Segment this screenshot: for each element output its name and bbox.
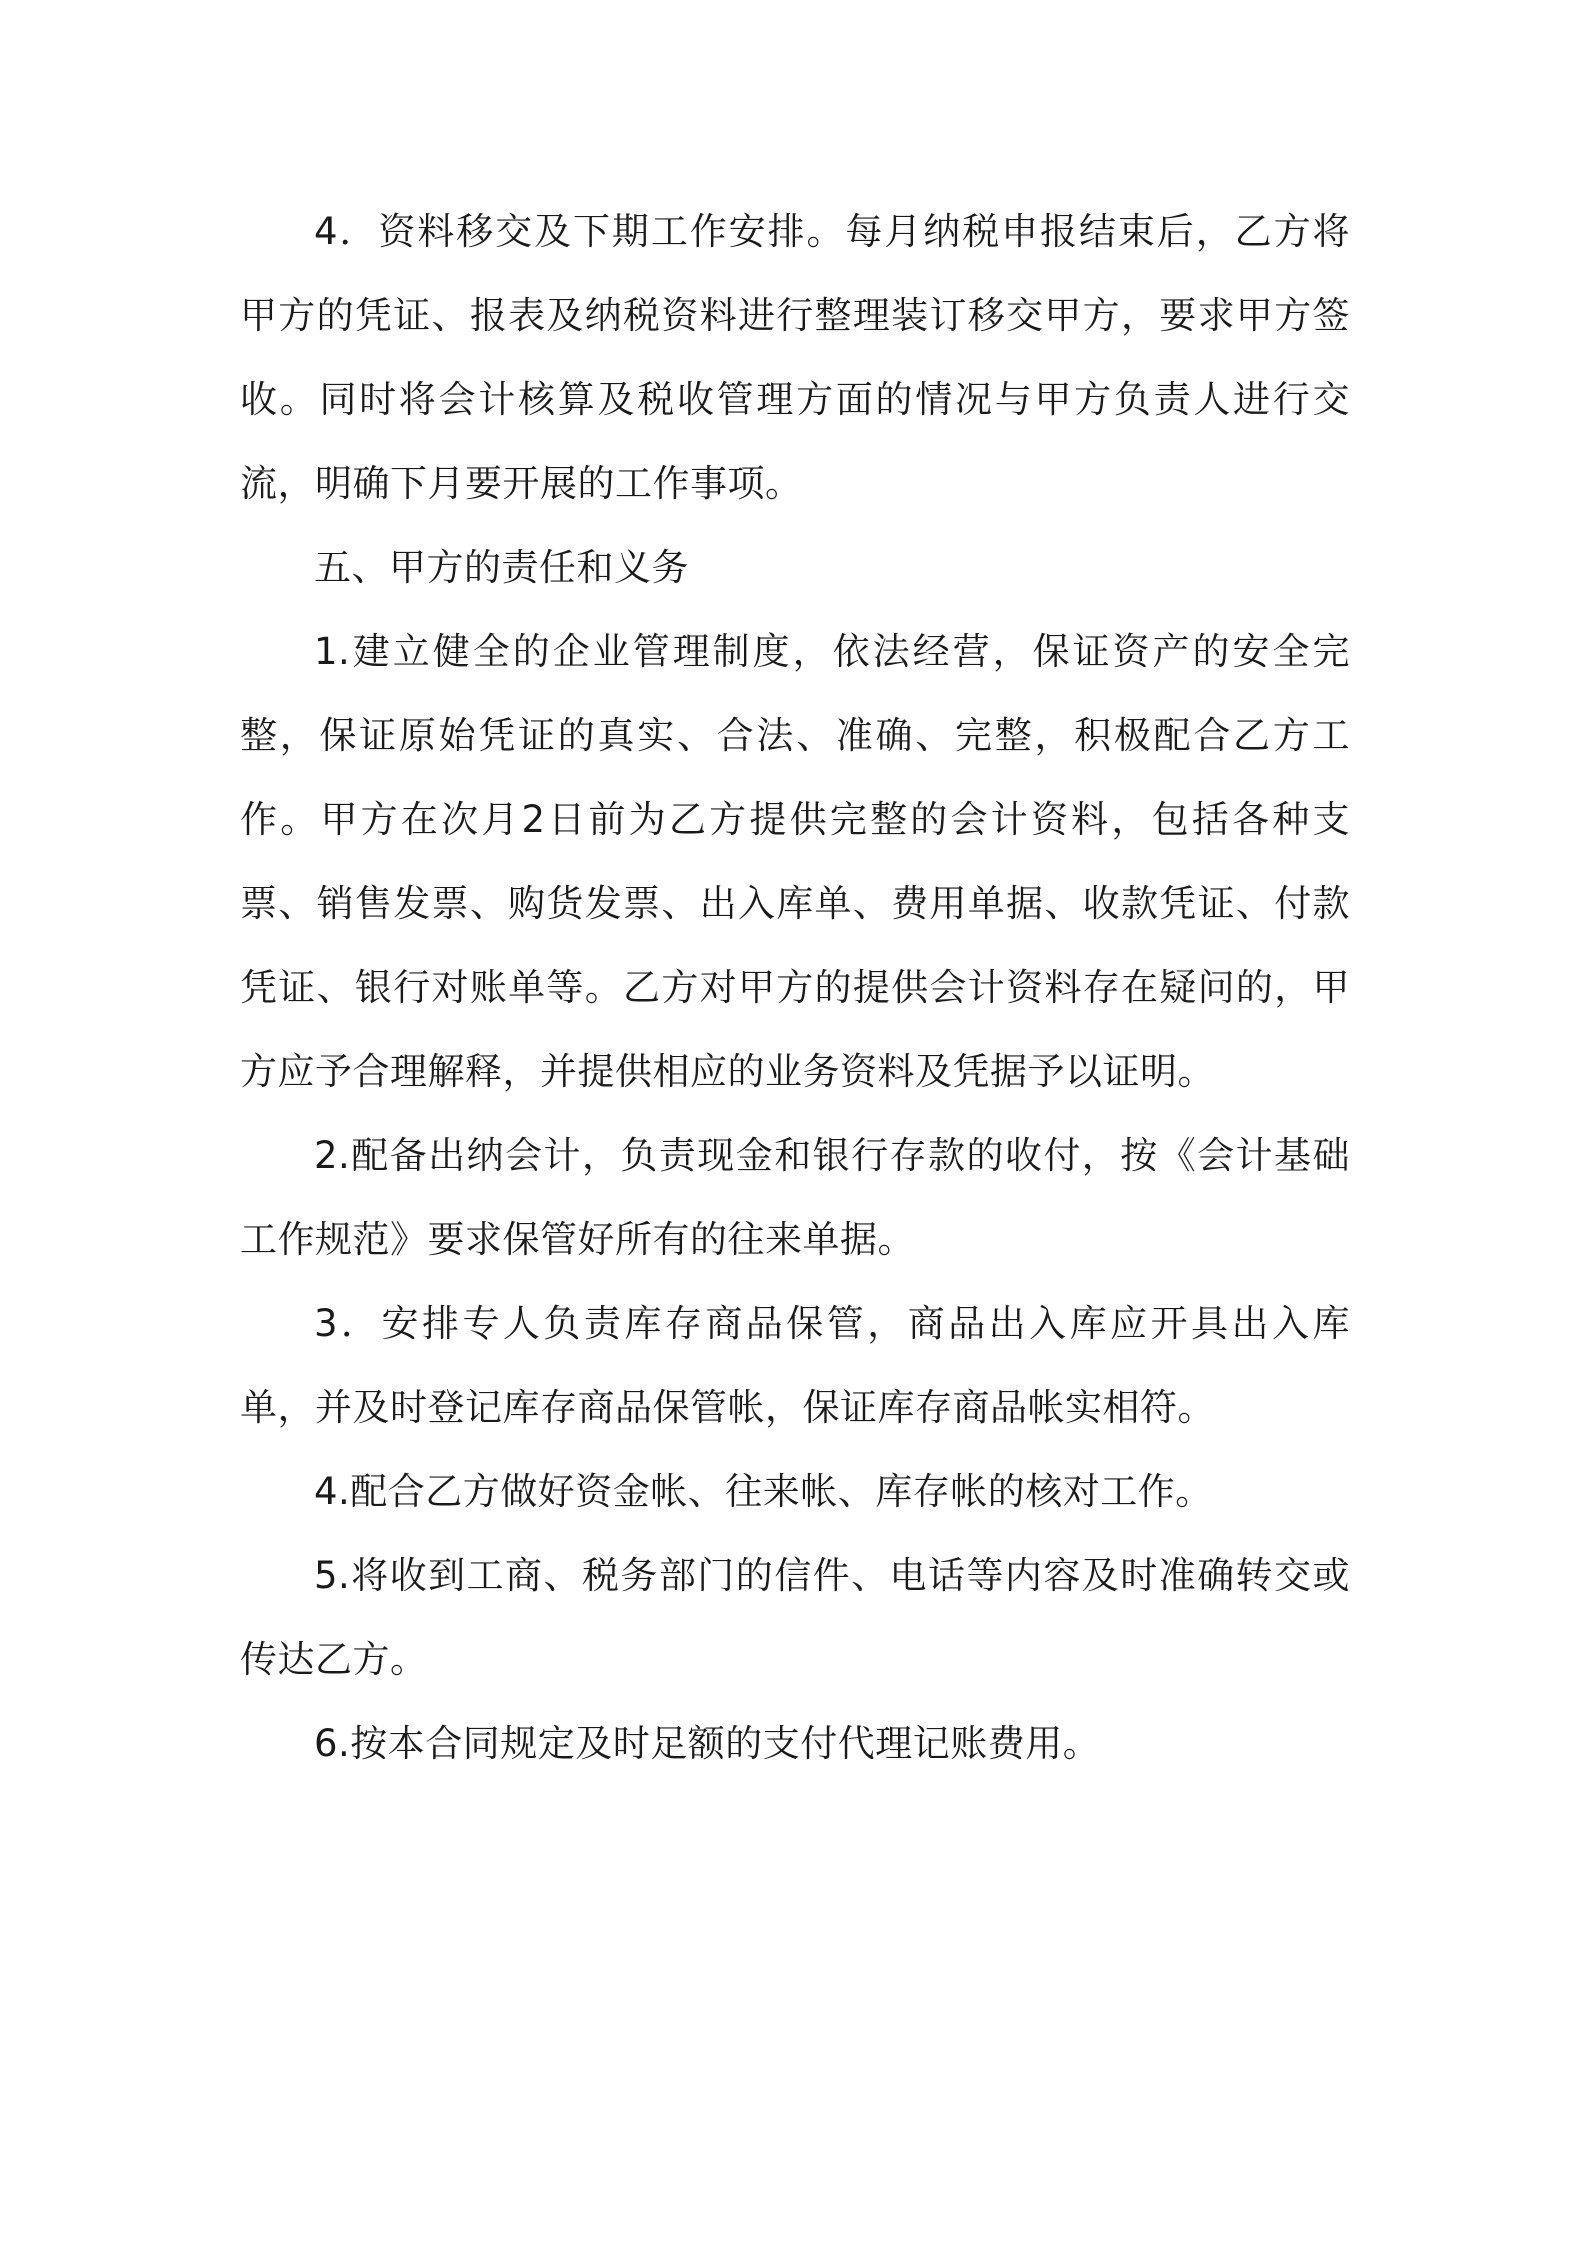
paragraph-duty-3: 3．安排专人负责库存商品保管，商品出入库应开具出入库单，并及时登记库存商品保管帐，保证库存商品帐实相符。: [240, 1302, 1350, 1429]
paragraph-data-handover: 4．资料移交及下期工作安排。每月纳税申报结束后，乙方将甲方的凭证、报表及纳税资料进行整理装订移交甲方，要求甲方签收。同时将会计核算及税收管理方面的情况与甲方负责人进行交流，明确下月要开展的工作事项。: [240, 210, 1350, 505]
paragraph-duty-4: 4.配合乙方做好资金帐、往来帐、库存帐的核对工作。: [314, 1470, 1213, 1513]
paragraph-duty-5: 5.将收到工商、税务部门的信件、电话等内容及时准确转交或传达乙方。: [240, 1554, 1350, 1681]
document-body: [240, 190, 1350, 1786]
section-heading-party-a-duties: 五、甲方的责任和义务: [314, 546, 689, 589]
paragraph-duty-6: 6.按本合同规定及时足额的支付代理记账费用。: [314, 1722, 1101, 1765]
paragraph-duty-1: 1.建立健全的企业管理制度，依法经营，保证资产的安全完整，保证原始凭证的真实、合法、准确、完整，积极配合乙方工作。甲方在次月2日前为乙方提供完整的会计资料，包括各种支票、销售发票、购货发票、出入库单、费用单据、收款凭证、付款凭证、银行对账单等。乙方对甲方的提供会计资料存在疑问的，甲方应予合理解释，并提供相应的业务资料及凭据予以证明。: [240, 630, 1350, 1093]
paragraph-duty-2: 2.配备出纳会计，负责现金和银行存款的收付，按《会计基础工作规范》要求保管好所有的往来单据。: [240, 1134, 1350, 1261]
